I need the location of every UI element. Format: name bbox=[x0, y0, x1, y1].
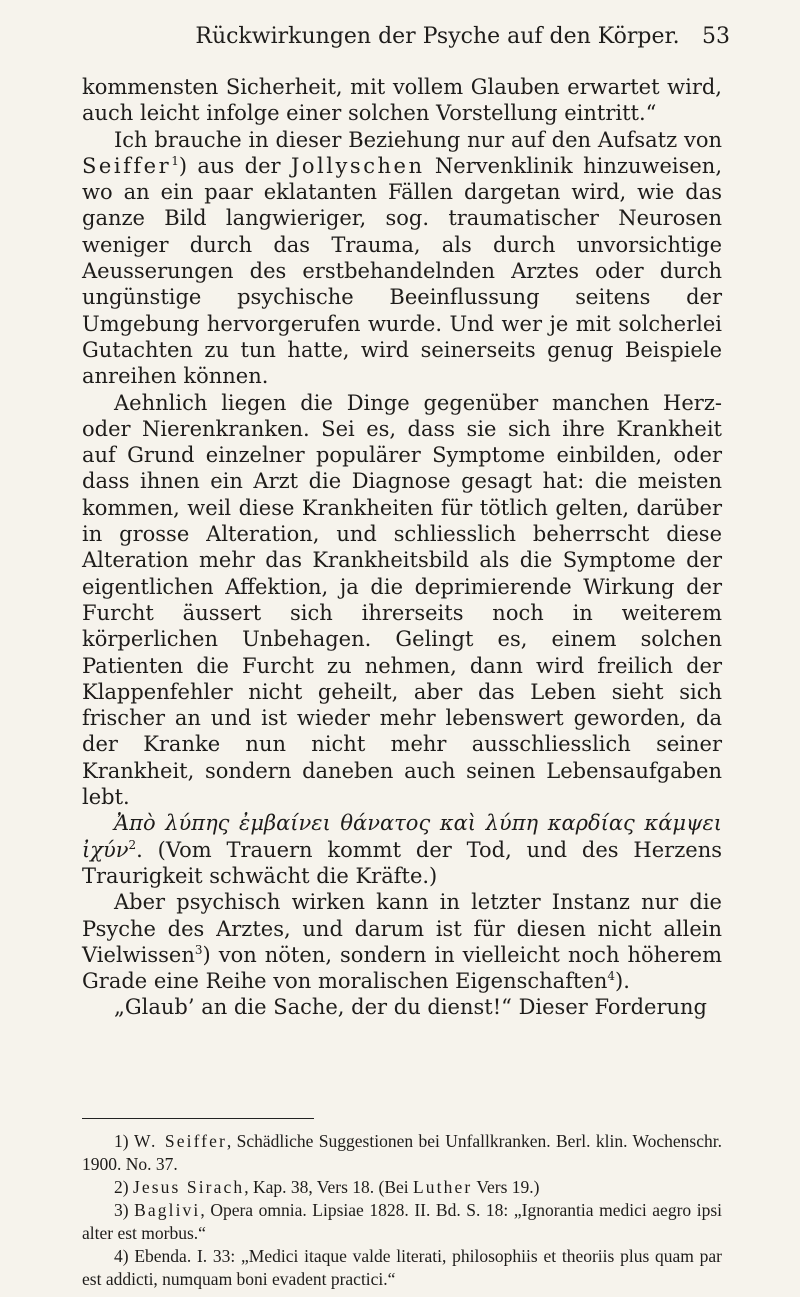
text-run: Ich brauche in dieser Beziehung nur auf den Aufsatz von bbox=[114, 127, 722, 152]
page-number: 53 bbox=[702, 24, 730, 49]
running-title: Rückwirkungen der Psyche auf den Körper. bbox=[195, 24, 680, 49]
footnote-3 bbox=[82, 1199, 722, 1245]
footnote-number: 2) bbox=[114, 1177, 129, 1197]
paragraph-6: „Glaub’ an die Sache, der du dienst!“ Dieser Forderung bbox=[114, 995, 707, 1020]
footnote-number: 1) bbox=[114, 1131, 129, 1151]
footnote-2 bbox=[82, 1176, 722, 1199]
footnote-text: , Schädliche Suggestionen bei Unfallkranken. Berl. klin. Wochenschr. 1900. No. 37. bbox=[82, 1131, 722, 1174]
main-text bbox=[82, 74, 722, 1021]
footnotes bbox=[82, 1130, 722, 1291]
footnote-author: Baglivi bbox=[134, 1200, 201, 1220]
footnote-number: 3) bbox=[114, 1200, 129, 1220]
footnote-ref: 1 bbox=[171, 153, 179, 168]
text-run: ). bbox=[615, 969, 630, 994]
paragraph-2 bbox=[82, 127, 722, 390]
footnote-divider bbox=[82, 1118, 314, 1119]
footnote-text: , Kap. 38, Vers 18. (Bei bbox=[244, 1177, 414, 1197]
footnote-4 bbox=[82, 1245, 722, 1291]
running-header bbox=[145, 20, 730, 60]
text-run: ) aus der bbox=[178, 153, 291, 178]
clinic-name: Jollyschen bbox=[290, 153, 425, 178]
text-run: Aber psychisch wirken kann in letzter Instanz nur die Psyche des Arztes, und darum ist für diesen nicht allein Vielwissen bbox=[82, 890, 722, 967]
footnote-ref: 3 bbox=[194, 942, 203, 957]
text-run: Nervenklinik hinzuweisen, wo an ein paar eklatanten Fällen dargetan wird, wie das ganze Bild langwieriger, sog. traumatischer Neurosen weniger durch das Trauma, als durch unvorsichtige Aeusserungen des erstbehandelnden Arztes oder durch ungünstige psychische Beeinflussung seitens der Umgebung hervorgerufen wurde. Und wer je mit solcherlei Gutachten zu tun hatte, wird seinerseits genug Beispiele anreihen können. bbox=[82, 153, 722, 389]
author-name: Seiffer bbox=[82, 153, 172, 178]
text-run: . (Vom Trauern kommt der Tod, und des Herzens Traurigkeit schwächt die Kräfte.) bbox=[82, 837, 722, 888]
paragraph-4 bbox=[82, 810, 722, 889]
footnote-ref: 2 bbox=[128, 837, 137, 852]
paragraph-5 bbox=[82, 889, 722, 994]
footnote-text: Vers 19.) bbox=[472, 1177, 540, 1197]
paragraph-3: Aehnlich liegen die Dinge gegenüber manchen Herz- oder Nierenkranken. Sei es, dass sie sich ihre Krankheit auf Grund einzelner populärer Symptome einbilden, oder dass ihnen ein Arzt die Diagnose gesagt hat: die meisten kommen, weil diese Krankheiten für tötlich gelten, darüber in grosse Alteration, und schliesslich beherrscht diese Alteration mehr das Krankheitsbild als die Symptome der eigentlichen Affektion, ja die deprimierende Wirkung der Furcht äussert sich ihrerseits noch in weiterem körperlichen Unbehagen. Gelingt es, einem solchen Patienten die Furcht zu nehmen, dann wird freilich der Klappenfehler nicht geheilt, aber das Leben sieht sich frischer an und ist wieder mehr lebenswert geworden, da der Kranke nun nicht mehr ausschliesslich seiner Krankheit, sondern daneben auch seinen Lebensaufgaben lebt. bbox=[82, 390, 722, 810]
footnote-number: 4) bbox=[114, 1246, 129, 1266]
greek-quote: Ἀπὸ λύπης ἐμβαίνει θάνατος καὶ λύπη καρδίας κάμψει ἰχύν bbox=[82, 811, 722, 862]
footnote-ref: 4 bbox=[607, 969, 616, 984]
footnote-author: Luther bbox=[413, 1177, 473, 1197]
footnote-author: Jesus Sirach bbox=[132, 1177, 245, 1197]
text-run: ) von nöten, sondern in vielleicht noch höherem Grade eine Reihe von moralischen Eigenschaften bbox=[82, 942, 722, 994]
footnote-text: , Opera omnia. Lipsiae 1828. II. Bd. S. 18: „Ignorantia medici aegro ipsi alter est morbus.“ bbox=[82, 1200, 722, 1243]
footnote-1 bbox=[82, 1130, 722, 1176]
paragraph-1: kommensten Sicherheit, mit vollem Glauben erwartet wird, auch leicht infolge einer solchen Vorstellung eintritt.“ bbox=[82, 75, 722, 126]
footnote-author: W. Seiffer bbox=[133, 1131, 227, 1151]
footnote-text: Ebenda. I. 33: „Medici itaque valde literati, philosophiis et theoriis plus quam par est addicti, numquam boni evadent practici.“ bbox=[82, 1246, 722, 1289]
